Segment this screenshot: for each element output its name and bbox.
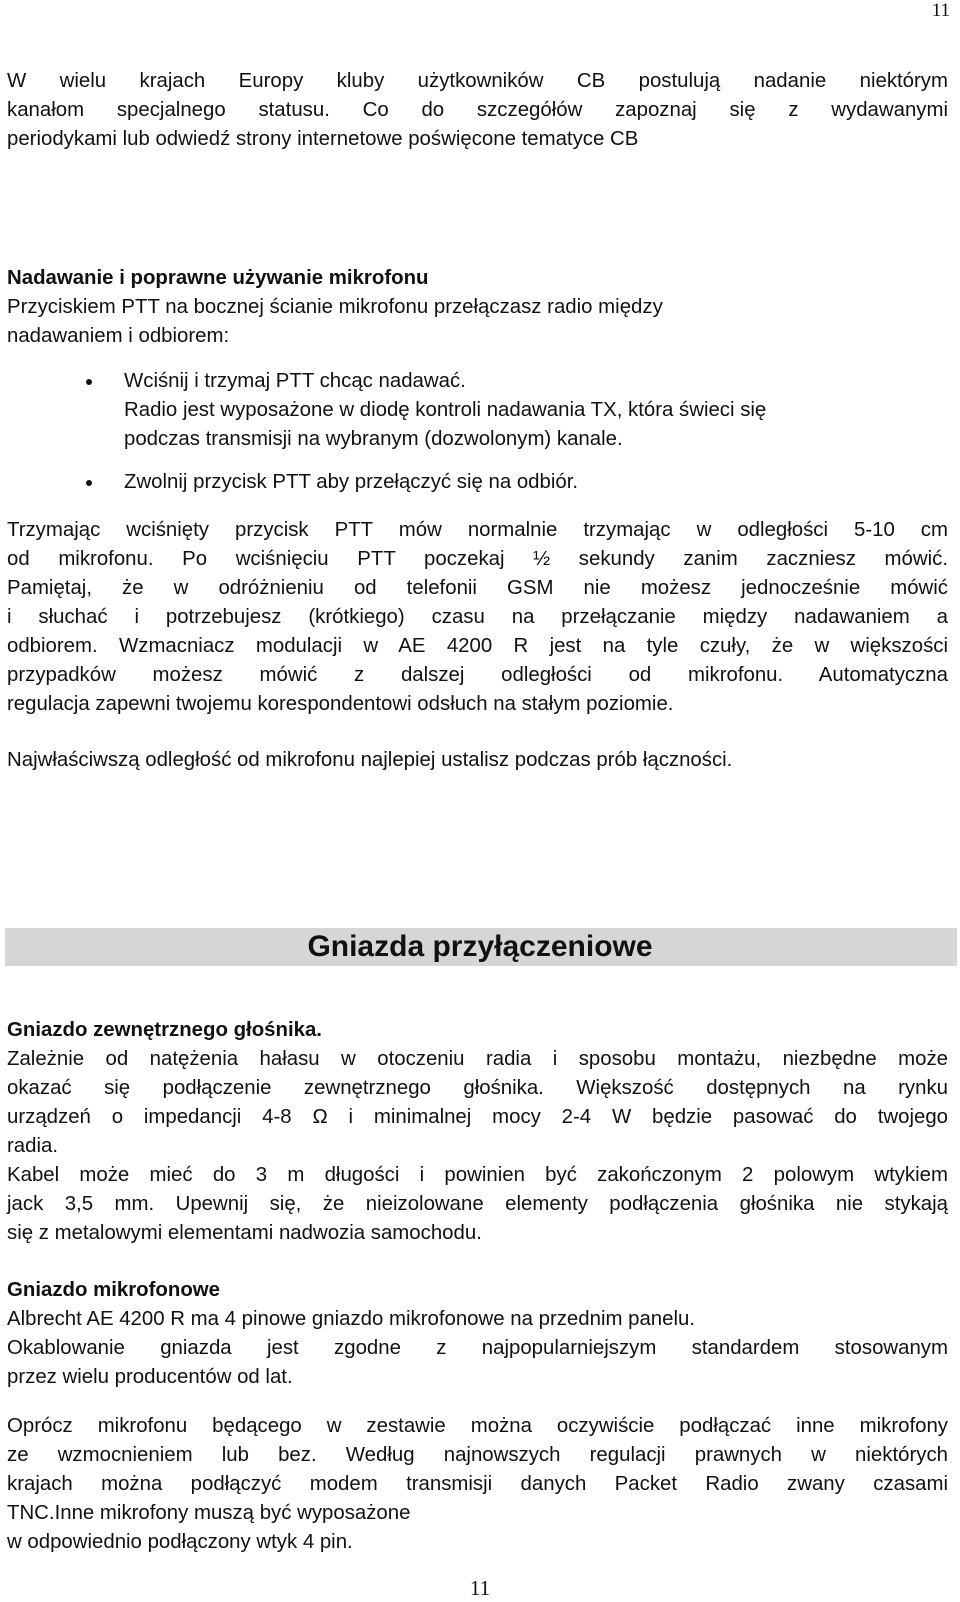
text-line: kanałom specjalnego statusu. Co do szczegółów zapoznaj się z wydawanymi — [7, 99, 948, 121]
text-line: przez wielu producentów od lat. — [7, 1366, 293, 1388]
text-line: Okablowanie gniazda jest zgodne z najpopularniejszym standardem stosowanym — [7, 1337, 948, 1359]
mic-usage-body — [7, 516, 948, 719]
text-line: przypadków możesz mówić z dalszej odległości od mikrofonu. Automatyczna — [7, 664, 948, 686]
text-line: się z metalowymi elementami nadwozia samochodu. — [7, 1222, 482, 1244]
section-title: Gniazda przyłączeniowe — [307, 930, 653, 963]
text-line: ze wzmocnieniem lub bez. Według najnowszych regulacji prawnych w niektórych — [7, 1444, 948, 1466]
page-number-top: 11 — [931, 0, 950, 21]
text-line: Pamiętaj, że w odróżnieniu od telefonii GSM nie możesz jednocześnie mówić — [7, 577, 948, 599]
ptt-instructions-list — [86, 367, 946, 497]
text-line: podczas transmisji na wybranym (dozwolonym) kanale. — [124, 428, 623, 450]
text-line: Oprócz mikrofonu będącego w zestawie można oczywiście podłączać inne mikrofony — [7, 1415, 948, 1437]
other-microphones-paragraph — [7, 1412, 948, 1557]
text-line: TNC.Inne mikrofony muszą być wyposażone — [7, 1502, 411, 1524]
text-line: nadawaniem i odbiorem: — [7, 325, 230, 347]
text-line: w odpowiednio podłączony wtyk 4 pin. — [7, 1531, 353, 1553]
text-line: radia. — [7, 1135, 59, 1157]
text-line: Przyciskiem PTT na bocznej ścianie mikrofonu przełączasz radio między — [7, 296, 663, 318]
text-line: urządzeń o impedancji 4-8 Ω i minimalnej mocy 2-4 W będzie pasować do twojego — [7, 1106, 948, 1128]
mic-socket-heading: Gniazdo mikrofonowe — [7, 1279, 220, 1301]
speaker-socket-section — [7, 1016, 948, 1248]
text-line: Zwolnij przycisk PTT aby przełączyć się na odbiór. — [124, 471, 579, 493]
text-line: regulacja zapewni twojemu korespondentowi odsłuch na stałym poziomie. — [7, 693, 674, 715]
mic-usage-heading: Nadawanie i poprawne używanie mikrofonu — [7, 267, 429, 289]
list-item — [86, 367, 946, 454]
text-line: krajach można podłączyć modem transmisji danych Packet Radio zwany czasami — [7, 1473, 948, 1495]
speaker-socket-heading: Gniazdo zewnętrznego głośnika. — [7, 1019, 322, 1041]
page-number-bottom: 11 — [469, 1576, 491, 1600]
text-line: okazać się podłączenie zewnętrznego głośnika. Większość dostępnych na rynku — [7, 1077, 948, 1099]
text-line: i słuchać i potrzebujesz (krótkiego) czasu na przełączanie między nadawaniem a — [7, 606, 948, 628]
text-line: W wielu krajach Europy kluby użytkowników CB postulują nadanie niektórym — [7, 70, 948, 92]
intro-paragraph — [7, 67, 948, 154]
list-item — [86, 468, 946, 497]
text-line: Wciśnij i trzymaj PTT chcąc nadawać. — [124, 370, 466, 392]
mic-usage-section — [7, 264, 948, 351]
text-line: periodykami lub odwiedź strony internetowe poświęcone tematyce CB — [7, 128, 639, 150]
mic-distance-note — [7, 746, 948, 775]
text-line: od mikrofonu. Po wciśnięciu PTT poczekaj ½ sekundy zanim zaczniesz mówić. — [7, 548, 948, 570]
bullet-icon — [86, 480, 92, 486]
text-line: jack 3,5 mm. Upewnij się, że nieizolowane elementy podłączenia głośnika nie stykają — [7, 1193, 948, 1215]
mic-socket-section — [7, 1276, 948, 1392]
text-line: Kabel może mieć do 3 m długości i powinien być zakończonym 2 polowym wtykiem — [7, 1164, 948, 1186]
text-line: odbiorem. Wzmacniacz modulacji w AE 4200 R jest na tyle czuły, że w większości — [7, 635, 948, 657]
text-line: Trzymając wciśnięty przycisk PTT mów normalnie trzymając w odległości 5-10 cm — [7, 519, 948, 541]
text-line: Najwłaściwszą odległość od mikrofonu najlepiej ustalisz podczas prób łączności. — [7, 749, 733, 771]
text-line: Radio jest wyposażone w diodę kontroli nadawania TX, która świeci się — [124, 399, 767, 421]
bullet-icon — [86, 379, 92, 385]
text-line: Albrecht AE 4200 R ma 4 pinowe gniazdo mikrofonowe na przednim panelu. — [7, 1308, 696, 1330]
text-line: Zależnie od natężenia hałasu w otoczeniu radia i sposobu montażu, niezbędne może — [7, 1048, 948, 1070]
